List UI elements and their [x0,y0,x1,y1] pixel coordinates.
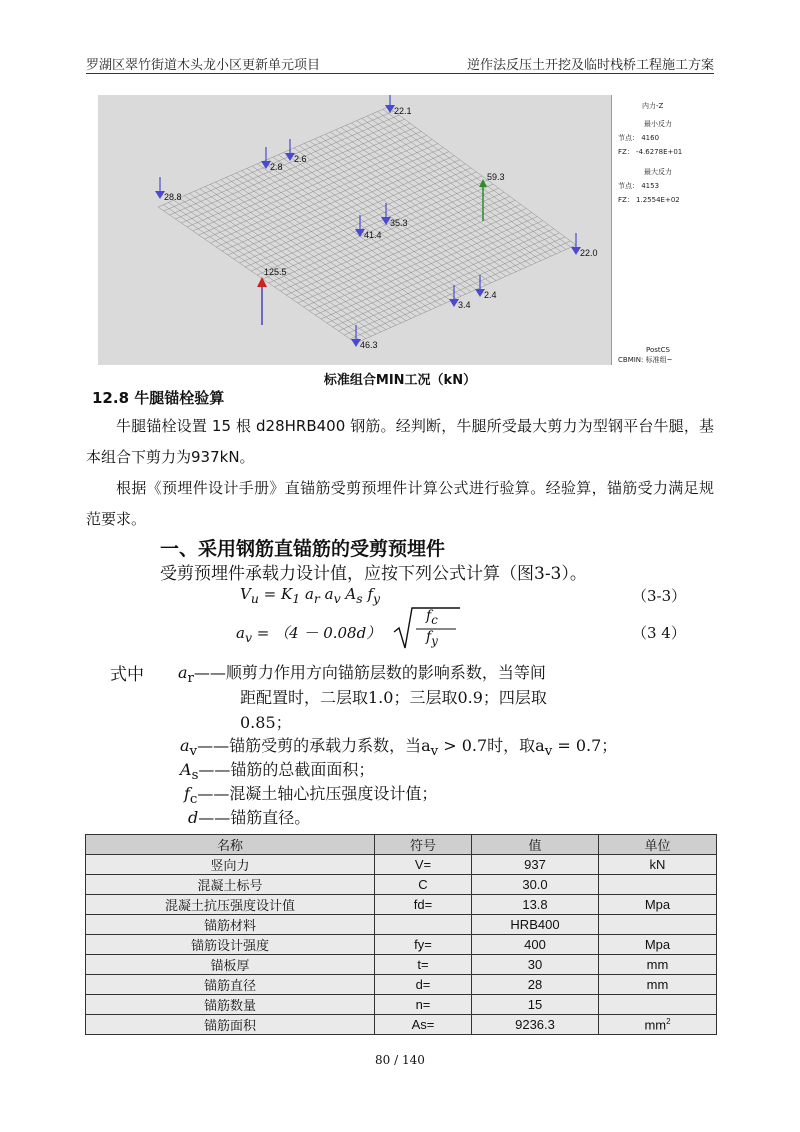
cell-name: 锚筋材料 [86,915,375,935]
cell-value: 30 [472,955,599,975]
cell-unit [599,915,717,935]
figure-legend [611,95,701,365]
page-separator: / [394,1053,399,1067]
anchor-parameter-table [85,834,717,1035]
table-row [86,855,717,875]
table-row [86,935,717,955]
definition-av: $a_v——$锚筋受剪的承载力系数，当$a_v > 0.7$时，取$a_v = 0.7$； [180,736,618,760]
grid-line [327,225,548,323]
cell-value: 400 [472,935,599,955]
page-total: 140 [402,1053,425,1067]
cell-name: 锚筋直径 [86,975,375,995]
header-unit: 单位 [599,835,717,855]
page-number: 80 [375,1053,391,1067]
excerpt-title: 一、采用钢筋直锚筋的受剪预埋件 [160,538,446,560]
definition-fc: $f_c——$混凝土轴心抗压强度设计值； [184,784,438,808]
cell-unit: mm [599,955,717,975]
paragraph-verification: 根据《预埋件设计手册》直锚筋受剪预埋件计算公式进行验算。经验算，锚筋受力满足规范要求。 [86,479,714,528]
header-document-title: 逆作法反压土开挖及临时栈桥工程施工方案 [466,58,714,73]
grid-line [181,123,410,223]
cell-value: HRB400 [472,915,599,935]
grid-line [170,115,399,215]
cell-value: 28 [472,975,599,995]
sqrt-denominator: $f_y$ [426,629,438,648]
cell-symbol: As= [375,1015,472,1035]
cell-name: 锚筋数量 [86,995,375,1015]
formula-3-3-number: （3-3） [632,587,687,605]
reaction-label: 2.4 [484,290,497,300]
cell-name: 混凝土抗压强度设计值 [86,895,375,915]
section-title: 牛腿锚栓验算 [134,389,225,407]
legend-min-fz: FZ： -4.6278E+01 [618,148,683,156]
definition-as: $A_s——$锚筋的总截面面积； [180,760,375,784]
grid-line [280,192,504,291]
grid-line [245,168,471,267]
header-project-name: 罗湖区翠竹街道木头龙小区更新单元项目 [86,58,321,73]
cell-symbol: d= [375,975,472,995]
reaction-arrow-head [257,277,267,287]
header-value: 值 [472,835,599,855]
cell-name: 竖向力 [86,855,375,875]
section-number: 12.8 [92,389,130,407]
formula-3-4: $a_v = (4 - 0.08d)$ [236,624,382,645]
table-header-row [86,835,717,855]
cell-unit: mm [599,975,717,995]
legend-min-heading: 最小反力 [644,120,672,128]
where-label: 式中 [110,665,144,685]
reaction-label: 22.1 [394,106,412,116]
grid-line [234,160,460,259]
cell-symbol [375,915,472,935]
grid-line [292,200,515,299]
figure-caption: 标准组合MIN工况（kN） [323,373,477,388]
grid-line [240,164,466,263]
cell-name: 混凝土标号 [86,875,375,895]
reaction-label: 125.5 [264,267,287,277]
legend-postcs: PostCS [646,346,670,354]
definition-ar-line2: 距配置时，二层取1.0；三层取0.9；四层取 [240,688,547,707]
grid-line [257,176,482,275]
grid-model-plot [98,95,611,365]
reaction-label: 35.3 [390,218,408,228]
reaction-label: 46.3 [360,340,378,350]
excerpt-subtitle: 受剪预埋件承载力设计值，应按下列公式计算（图3-3）。 [160,564,587,584]
legend-max-heading: 最大反力 [644,168,672,176]
table-row [86,995,717,1015]
header-symbol: 符号 [375,835,472,855]
grid-line [228,156,454,255]
page-footer [0,1053,800,1067]
cell-value: 13.8 [472,895,599,915]
paragraph-anchor-setup: 牛腿锚栓设置 15 根 d28HRB400 钢筋。经判断，牛腿所受最大剪力为型钢平台牛腿，基本组合下剪力为937kN。 [86,417,714,466]
cell-unit [599,875,717,895]
grid-line [222,152,449,251]
grid-line [356,245,576,343]
legend-max-node: 节点： 4153 [618,182,660,190]
cell-value: 15 [472,995,599,1015]
cell-name: 锚筋设计强度 [86,935,375,955]
legend-combination: CBMIN: 标准组~ [618,356,673,364]
definition-ar: $a_r——$顺剪力作用方向锚筋层数的影响系数，当等间 [178,663,546,687]
table-row [86,955,717,975]
cell-unit: Mpa [599,895,717,915]
cell-name: 锚筋面积 [86,1015,375,1035]
sqrt-numerator: $f_c$ [426,608,438,627]
reaction-arrow-head [479,179,487,187]
reaction-label: 59.3 [487,172,505,182]
table-row [86,1015,717,1035]
header-name: 名称 [86,835,375,855]
grid-line [216,148,443,247]
header-divider [86,73,714,74]
table-row [86,875,717,895]
grid-line [298,204,521,303]
reaction-label: 28.8 [164,192,182,202]
definition-d: d——锚筋直径。 [188,808,311,827]
cell-symbol: n= [375,995,472,1015]
cell-value: 30.0 [472,875,599,895]
grid-line [286,196,510,295]
cell-unit: Mpa [599,935,717,955]
cell-unit [599,995,717,1015]
cell-value: 937 [472,855,599,875]
grid-line [210,144,437,243]
legend-title: 内力-Z [642,102,664,110]
legend-max-fz: FZ： 1.2554E+02 [618,196,680,204]
reaction-label: 2.8 [270,162,283,172]
cell-value: 9236.3 [472,1015,599,1035]
grid-line [339,233,560,331]
grid-line [251,172,476,271]
formula-3-3: $V_u = K_1$ $a_r$ $a_v$ $A_s$ $f_y$ [240,585,381,606]
reaction-force-figure [98,95,701,365]
cell-unit: kN [599,855,717,875]
table-row [86,915,717,935]
grid-mesh [158,107,576,343]
cell-symbol: C [375,875,472,895]
cell-symbol: fd= [375,895,472,915]
reaction-label: 2.6 [294,154,307,164]
grid-line [187,127,416,227]
grid-line [350,241,570,339]
grid-line [344,237,565,335]
grid-line [158,107,388,207]
formula-3-4-number: （3 4） [632,624,686,642]
definition-ar-line3: 0.85； [240,713,292,732]
reaction-label: 41.4 [364,230,382,240]
reaction-label: 22.0 [580,248,598,258]
cell-symbol: V= [375,855,472,875]
cell-name: 锚板厚 [86,955,375,975]
grid-line [193,131,421,231]
legend-min-node: 节点： 4160 [618,134,660,142]
section-heading [92,387,224,408]
cell-symbol: t= [375,955,472,975]
formula-excerpt [110,528,700,828]
table-row [86,975,717,995]
cell-unit: $mm^2$ [599,1015,717,1035]
cell-symbol: fy= [375,935,472,955]
reaction-label: 3.4 [458,300,471,310]
grid-line [333,229,554,327]
grid-line [175,119,404,219]
table-row [86,895,717,915]
